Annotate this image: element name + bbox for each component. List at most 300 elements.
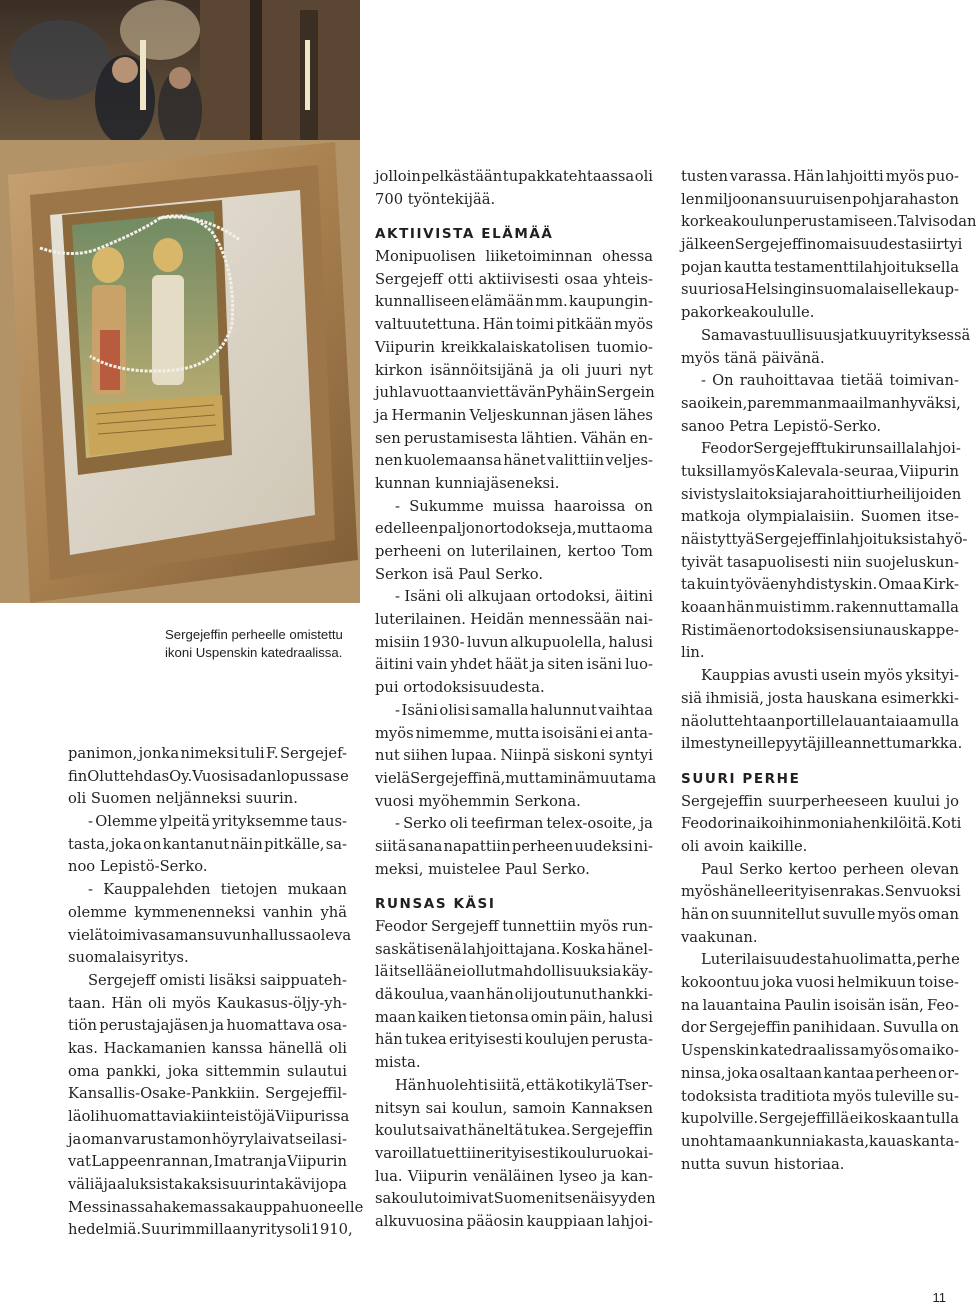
text-line [681,325,971,348]
word: yrityksemme [212,813,309,831]
word: hänel- [606,940,653,958]
section-heading: SUURI PERHE [681,770,801,787]
text-line [681,1040,959,1063]
word: Sergejeffillä [758,1110,850,1128]
text-line [68,1061,347,1084]
text-line [681,711,959,734]
word: jonka [138,745,180,762]
word: itse- [927,508,959,526]
photo-caption [165,626,355,661]
word: Tser- [616,1076,653,1094]
word: Sergejeff [430,918,499,935]
word: halunnut [530,701,597,719]
word: sana [407,837,443,855]
word: edelleen [375,520,439,538]
word: muissa [492,497,545,515]
word: sivistyslaitoksia [681,485,799,503]
word: juuri [586,361,622,379]
word: kantanut [162,835,230,853]
text-line [375,337,653,360]
word: vastuullisuus [742,326,841,344]
word: kuolemaansa [404,452,502,470]
word: luvun [466,633,509,651]
word: ohessa [602,248,653,266]
paragraph-gap [681,756,959,768]
text-line [375,496,653,519]
word: isännöitsijänä [430,361,534,379]
word: koulut [375,1122,423,1140]
word: paljon [438,520,485,538]
word: run- [622,918,653,935]
word: jo [945,792,959,810]
word: Lappeenrannan, [91,1153,214,1171]
word: oma [68,1062,100,1080]
word: joutunut [533,986,597,1004]
word: kanssa [211,1039,263,1057]
text-line [681,574,959,597]
word: - [395,815,400,833]
word: kautta [724,258,772,276]
word: kauas [869,1132,913,1150]
word: lyseo [559,1167,598,1185]
text-line: noo Lepistö-Serko. [68,858,208,876]
word: elämään [470,293,534,311]
word: tietonsa [469,1008,529,1026]
text-line [68,766,347,789]
text-line [375,291,653,314]
word: pitkään [556,316,613,334]
word: ja [639,815,653,833]
text-line [681,1063,959,1086]
word: lua. [375,1167,403,1185]
word: varassa. [729,168,792,185]
word: ja [375,406,389,424]
word: - [701,372,706,390]
word: sulautui [287,1062,347,1080]
word: oma [899,1042,931,1060]
word: äitini [614,588,653,606]
word: ylpeitä [159,813,210,831]
word: olevan [910,860,959,878]
word: suvulle [822,906,876,923]
word: todoksista [681,1087,758,1105]
word: Heidän [470,611,525,629]
word: miljoonan [704,190,778,208]
word: Isäni [401,701,438,719]
word: erityisesti [485,1144,560,1162]
word: Imatran [213,1153,274,1171]
word: jolloin [375,168,421,185]
word: Sergein [596,384,655,402]
word: Koska [561,940,606,958]
word: on [446,543,466,560]
text-line [681,461,959,484]
word: Paulin [784,996,831,1014]
word: dor [681,1019,707,1037]
word: hänet [503,452,546,470]
word: aikoihin [747,815,807,833]
word: myös [614,316,653,334]
word: helmikuun [837,974,916,992]
word: huomattavia [99,1108,193,1125]
word: 1930- [422,633,465,651]
word: Isäni [404,588,441,606]
word: perustamiseen. [782,213,898,231]
word: tietojen [220,881,278,899]
word: ilmestyneille [681,735,776,753]
word: muisti [755,599,802,617]
section-heading: RUNSAS KÄSI [375,896,496,913]
text-line [681,552,959,575]
word: vielä [375,769,411,787]
word: mm. [802,599,835,617]
word: Suvulla [882,1019,939,1037]
word: ortodoksi, [535,588,611,606]
word: Sergejeffin [754,531,837,548]
word: nimeksi [180,745,239,762]
word: oman [81,1130,123,1148]
word: syntyi [608,747,653,765]
text-line: pui ortodoksisuudesta. [375,679,545,697]
word: or- [938,1064,959,1082]
word: testamenttilahjoituksella [773,258,959,276]
word: ollut [466,963,501,981]
word: kreikkalaiskatolisen [441,338,591,356]
paragraph-gap [375,211,653,223]
word: tiön [68,1017,97,1035]
word: tietää [840,372,884,390]
word: höyrylaivat [211,1130,295,1148]
word: F. [265,745,279,762]
word: halusi [608,1008,653,1026]
word: saskätisenä [375,940,462,958]
text-line [681,484,962,507]
word: lahjoi- [606,1212,653,1230]
word: hauskana [806,689,878,707]
word: Sergejeff [375,270,443,288]
word: kunniakasta, [773,1132,870,1150]
word: hallussa [250,926,312,944]
word: hankki- [597,986,653,1004]
word: kauppahuoneelle [235,1198,364,1216]
text-line [375,405,653,428]
word: se [332,767,349,785]
word: len [681,190,704,208]
text-line [68,1174,347,1197]
text-line [68,1129,347,1152]
word: Kirk- [922,576,959,594]
text-line [681,438,959,461]
word: pojan [681,258,723,276]
word: portille [785,712,840,730]
word: vat [68,1153,91,1171]
word: Vähän [580,429,627,447]
text-line [375,541,653,564]
word: erityisesti [448,1031,523,1049]
word: isän, [888,996,924,1014]
word: lopussa [276,767,333,785]
word: Sergejeffin [681,792,763,810]
word: häät [495,656,529,674]
word: Feodor [375,918,428,935]
word: näistyttyä [681,531,755,548]
word: mm. [535,293,568,311]
word: markka. [901,735,963,753]
word: hän [375,1031,403,1049]
word: oli [514,986,533,1004]
word: Hermanin [391,406,467,424]
word: isoisäni [541,724,598,742]
word: otti [447,270,474,288]
word: na [681,996,700,1014]
word: päin, [569,1008,607,1026]
word: ei [849,1110,864,1128]
text-line [375,1029,653,1052]
word: huolehti [426,1076,489,1094]
word: valittiin [547,452,605,470]
word: vuosi [795,974,835,992]
word: Uspenskin [681,1042,760,1060]
text-line [681,257,959,280]
word: oluttehtaan [699,712,786,730]
word: omaisuudesta [816,236,920,254]
word: kanta- [912,1132,960,1150]
text-line: kunnan kunniajäseneksi. [375,474,560,492]
word: Viipurissa [275,1108,350,1125]
text-line [681,665,959,688]
word: Hackamanien [103,1039,207,1057]
article-column-3 [681,166,977,1176]
word: lupaa. [451,747,497,765]
text-line [375,450,653,473]
word: annettu [843,735,902,753]
word: Talvisodan [897,213,977,231]
word: pohjarahaston [852,190,959,208]
word: jatkuu [840,326,888,344]
text-line [68,879,347,902]
text-line [681,972,959,995]
text-line [375,1075,653,1098]
word: Sama [701,326,743,344]
word: siirtyi [919,236,963,254]
word: unohtamaan [681,1132,774,1150]
word: Sergejeff [753,440,821,458]
word: äitini [375,656,414,674]
word: usein [820,667,861,685]
word: Viipurin [375,338,435,356]
text-line [375,984,653,1007]
word: oman [917,906,959,923]
word: saman [158,926,207,944]
word: suuruisen [778,190,852,208]
text-line [375,586,653,609]
word: tuomio- [596,338,653,356]
word: vaan [449,986,486,1004]
word: itsenäisyyden [554,1190,656,1208]
word: Suomen [860,508,922,526]
word: juhlavuottaan [375,384,478,402]
word: perustajajäsen [99,1017,209,1035]
word: aktiivisesti [478,270,559,288]
word: ninsa, [681,1064,726,1082]
word: tuli [239,745,265,762]
word: Sergejeffin [571,1122,653,1140]
word: Viipurin [899,462,959,480]
word: traditiota [760,1087,831,1105]
word: misiin [375,633,421,651]
article-column-2 [375,166,657,1234]
icon-photo-illustration [0,0,360,603]
word: tasapuolisesti [726,553,830,571]
text-line [375,1188,656,1211]
word: huomattava [226,1017,315,1035]
word: oli [148,994,167,1012]
word: oma [621,520,653,538]
word: myös [579,918,619,935]
word: että [526,1076,556,1094]
word: Veljeskunnan [469,406,569,424]
word: viettävän [477,384,547,402]
word: panihidaan. [792,1019,881,1037]
word: sittemmin [205,1062,281,1080]
word: Sukumme [409,497,484,515]
word: lahjoi- [914,440,961,458]
text-line [681,733,963,756]
word: osaa [564,270,599,288]
word: on [940,1019,959,1037]
word: vain [416,656,448,674]
word: oli [328,1039,347,1057]
word: kertoo [567,543,616,560]
word: ja [68,1130,82,1148]
word: suuri [681,281,720,299]
word: luo- [624,656,653,674]
text-line: mista. [375,1054,421,1072]
word: rauhoittavaa [739,372,835,390]
word: Kannaksen [570,1099,653,1117]
article-column-1 [68,743,364,1242]
word: Sergejeffil- [265,1085,347,1103]
word: tunnettiin [502,918,576,935]
text-line [681,995,959,1018]
word: oikein, [697,394,748,412]
text-line [375,246,653,269]
word: yksityi- [905,667,959,685]
word: koulujen [524,1031,589,1049]
word: myös [863,667,903,685]
text-line [681,529,968,552]
word: olisi [439,701,470,719]
word: Kauppalehden [103,881,211,899]
word: oli [292,1221,311,1239]
word: Monipuolisen [375,248,476,266]
text-line [375,745,653,768]
word: toimivan- [889,372,959,390]
text-line [681,859,959,882]
text-line: Serkon isä Paul Serko. [375,565,544,583]
word: Koti [931,815,962,833]
text-line [68,1151,347,1174]
word: siihen [403,747,448,765]
word: Olemme [95,813,158,831]
word: vuoksi [912,883,961,901]
section-heading: AKTIIVISTA ELÄMÄÄ [375,226,554,243]
text-line [375,813,653,836]
word: avusti [773,667,818,685]
word: erityisen [774,883,840,901]
word: Kauppias [701,667,770,685]
word: joka [167,1062,199,1080]
word: esimerkki- [880,689,959,707]
word: Feo- [927,996,959,1014]
text-line [68,1083,347,1106]
word: omin [530,1008,568,1026]
word: niin [833,553,862,571]
caption-line: Sergejeffin perheelle omistettu [165,627,343,642]
word: Hän [482,316,514,334]
text-line [375,428,653,451]
word: perheen [842,860,905,878]
word: luterilainen, [470,543,562,560]
word: monia [806,815,853,833]
word: koskaan [863,1110,925,1128]
text-line [68,993,347,1016]
word: kas. [68,1039,98,1057]
word: lisäksi [209,971,256,989]
word: ortodokseja, [484,520,577,538]
text-line [681,393,959,416]
word: 1910, [310,1221,353,1239]
word: varustamon [123,1130,212,1148]
word: Sergejef- [279,745,347,762]
text-line [375,939,653,962]
word: ja [103,1176,117,1194]
word: anta- [615,724,653,742]
word: samoin [512,1099,566,1117]
text-line [68,902,347,925]
text-line: oli avoin kaikille. [681,837,808,855]
word: teefirman [471,815,544,833]
word: Sergejeffin [734,236,817,254]
text-line [68,1219,353,1242]
word: vielä [68,926,104,944]
word: perusta- [591,1031,653,1049]
word: siitä [375,837,407,855]
word: isäni [586,656,622,674]
word: hedelmiä. [68,1221,141,1239]
word: toimi [515,316,554,334]
word: - [395,497,400,515]
word: kan- [620,1167,653,1185]
word: alkujaan [467,588,532,606]
word: lahjoittajana. [462,940,561,958]
text-line [375,360,653,383]
word: taus- [310,813,347,831]
text-line [375,768,657,791]
word: nen [375,452,403,470]
word: Viipurin [407,1167,468,1185]
word: siskoni [553,747,606,765]
text-line [375,836,653,859]
word: Luterilaisuudesta [701,951,832,969]
word: hyö- [935,531,968,548]
text-line: sanoo Petra Lepistö-Serko. [681,417,882,435]
word: olemme [68,903,127,921]
word: kirkon [375,361,423,379]
text-line [68,1106,350,1129]
word: pääosin [466,1212,525,1230]
word: ei [452,963,467,981]
